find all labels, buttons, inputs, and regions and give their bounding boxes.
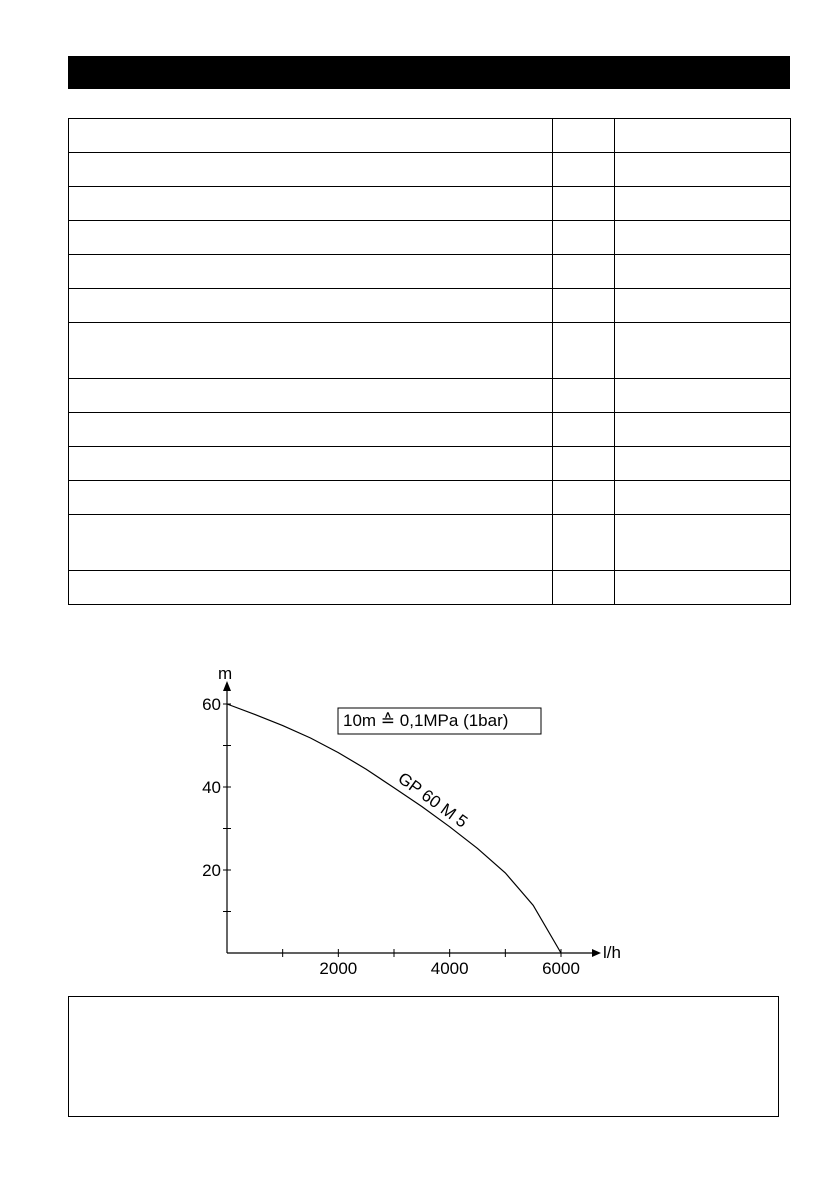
table-row bbox=[69, 153, 791, 187]
table-cell bbox=[615, 447, 791, 481]
table-cell bbox=[615, 571, 791, 605]
table-cell bbox=[69, 153, 553, 187]
table-cell bbox=[69, 379, 553, 413]
table-row bbox=[69, 119, 791, 153]
table-cell bbox=[69, 447, 553, 481]
table-cell bbox=[553, 481, 615, 515]
table-cell bbox=[69, 481, 553, 515]
y-tick-label: 60 bbox=[202, 695, 221, 714]
table-row bbox=[69, 515, 791, 571]
table-cell bbox=[615, 289, 791, 323]
y-axis-label: m bbox=[218, 664, 233, 683]
header-bar bbox=[68, 56, 790, 89]
table-cell bbox=[615, 323, 791, 379]
table-cell bbox=[553, 379, 615, 413]
table-cell bbox=[553, 153, 615, 187]
table-cell bbox=[553, 515, 615, 571]
table-row bbox=[69, 379, 791, 413]
x-tick-label: 4000 bbox=[430, 959, 469, 978]
table-row bbox=[69, 413, 791, 447]
table-cell bbox=[615, 153, 791, 187]
specifications-table bbox=[68, 118, 791, 605]
table-cell bbox=[69, 187, 553, 221]
table-cell bbox=[69, 413, 553, 447]
x-tick-label: 2000 bbox=[319, 959, 358, 978]
table-row bbox=[69, 289, 791, 323]
table-cell bbox=[553, 323, 615, 379]
table-row bbox=[69, 323, 791, 379]
y-tick-label: 40 bbox=[202, 778, 221, 797]
table-cell bbox=[615, 413, 791, 447]
table-cell bbox=[615, 119, 791, 153]
pump-curve-chart bbox=[0, 640, 840, 990]
table-cell bbox=[69, 255, 553, 289]
table-cell bbox=[553, 119, 615, 153]
table-row bbox=[69, 571, 791, 605]
table-row bbox=[69, 255, 791, 289]
table-cell bbox=[615, 515, 791, 571]
table-cell bbox=[553, 255, 615, 289]
table-cell bbox=[553, 289, 615, 323]
note-box bbox=[68, 996, 779, 1117]
conversion-annotation: 10m ≙ 0,1MPa (1bar) bbox=[343, 711, 509, 730]
table-row bbox=[69, 187, 791, 221]
table-cell bbox=[553, 571, 615, 605]
table-cell bbox=[69, 221, 553, 255]
series-line bbox=[227, 704, 561, 953]
table-cell bbox=[69, 119, 553, 153]
series-label: GP 60 M 5 bbox=[394, 768, 472, 832]
table-cell bbox=[69, 289, 553, 323]
chart-labels bbox=[202, 664, 621, 978]
specifications-table-body bbox=[69, 119, 791, 605]
x-tick-label: 6000 bbox=[542, 959, 580, 978]
table-cell bbox=[553, 413, 615, 447]
chart-ticks bbox=[223, 704, 561, 957]
table-cell bbox=[615, 379, 791, 413]
table-cell bbox=[553, 187, 615, 221]
table-cell bbox=[69, 515, 553, 571]
table-row bbox=[69, 481, 791, 515]
y-tick-label: 20 bbox=[202, 861, 221, 880]
table-cell bbox=[615, 255, 791, 289]
table-cell bbox=[553, 221, 615, 255]
chart-svg bbox=[0, 640, 840, 990]
table-row bbox=[69, 447, 791, 481]
x-axis-arrow bbox=[592, 949, 601, 957]
chart-series bbox=[227, 704, 561, 953]
table-cell bbox=[553, 447, 615, 481]
x-axis-label: l/h bbox=[603, 943, 621, 962]
table-cell bbox=[615, 187, 791, 221]
table-cell bbox=[615, 221, 791, 255]
table-cell bbox=[69, 323, 553, 379]
table-cell bbox=[69, 571, 553, 605]
table-cell bbox=[615, 481, 791, 515]
table-row bbox=[69, 221, 791, 255]
